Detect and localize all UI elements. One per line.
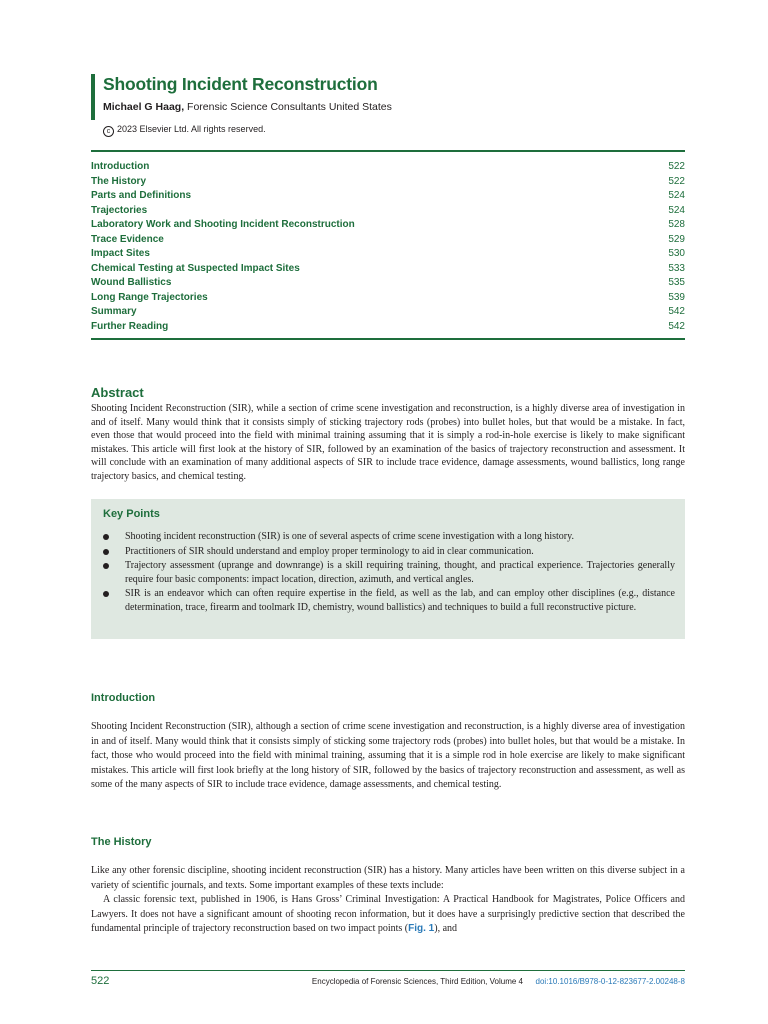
article-title: Shooting Incident Reconstruction [103,74,378,94]
key-points-box [91,499,685,639]
list-item: Trajectory assessment (uprange and downrange) is a skill requiring training, thought, and practical experience. Trajectories generally require four basic components: impact location, direction, azimuth, and vertical angles. [103,559,675,586]
toc-item[interactable]: The History 522 [91,175,685,190]
abstract-text: Shooting Incident Reconstruction (SIR), while a section of crime scene investigation and reconstruction, is a highly diverse area of investigation in and of itself. Many would think that it consists simply of sticking trajectory rods (probes) into bullet holes, but that would be a mistake. In fact, even those that would proceed into the field with minimal training assuming that it is simply a rod-in-hole exercise is likely to make significant mistakes. This article will first look at the history of SIR, followed by an examination of the basics of trajectory reconstruction and assessment. It will conclude with an examination of many additional aspects of SIR to include trace evidence, damage assessments, wound ballistics, long range trajectory basics, and chemical testing. [91,403,685,482]
bullet-icon [103,591,109,597]
toc-page: 535 [668,277,685,288]
list-item: SIR is an endeavor which can often require expertise in the field, as well as the lab, and can employ other disciplines (e.g., distance determination, trace, firearm and toolmark ID, chemistry, wound ballistics) and techniques to build a full reconstructive picture. [103,587,675,614]
toc-item[interactable]: Trajectories 524 [91,204,685,219]
toc-page: 524 [668,190,685,201]
toc-item[interactable]: Long Range Trajectories 539 [91,291,685,306]
toc-page: 522 [668,161,685,172]
bullet-icon [103,534,109,540]
bullet-icon [103,563,109,569]
toc-item[interactable]: Laboratory Work and Shooting Incident Reconstruction 528 [91,218,685,233]
author-affiliation: Forensic Science Consultants United States [184,101,392,113]
toc-item[interactable]: Parts and Definitions 524 [91,189,685,204]
list-item: Shooting incident reconstruction (SIR) is one of several aspects of crime scene investigation with a long history. [103,530,675,544]
toc-page: 533 [668,262,685,274]
page-number: 522 [91,975,110,987]
copyright-notice [103,124,266,137]
toc-page: 522 [668,175,685,187]
history-text [91,864,685,937]
key-points-list [103,530,675,615]
doi-link[interactable]: doi:10.1016/B978-0-12-823677-2.00248-8 [535,977,685,986]
toc-page: 542 [668,306,685,317]
toc-page: 529 [668,233,685,245]
toc-page: 539 [668,291,685,303]
toc-item[interactable]: Trace Evidence 529 [91,233,685,248]
author-line [103,100,392,114]
key-points-heading: Key Points [103,508,160,520]
table-of-contents [91,150,685,340]
toc-page: 524 [668,204,685,216]
history-paragraph-2: A classic forensic text, published in 1906, is Hans Gross’ Criminal Investigation: A Practical Handbook for Magistrates, Police Officers and Lawyers. It does not have a significant amount of shooting recon information, but it does have a surprisingly predictive section that described the fundamental principle of trajectory reconstruction based on two impact points (Fig. 1), and [91,894,685,934]
toc-page: 528 [668,219,685,230]
toc-item[interactable]: Summary 542 [91,305,685,320]
introduction-paragraph: Shooting Incident Reconstruction (SIR), although a section of crime scene investigation and reconstruction, is a highly diverse area of investigation in and of itself. Many would think that it consists simply of sticking some trajectory rods (probes) into bullet holes, but that would be a mistake. In fact, those who would proceed into the field with minimal training, assuming that it is a simple rod in hole exercise are likely to make significant mistakes. This article will first look briefly at the long history of SIR, followed by the basics of trajectory reconstruction and assessment, as well as some of the many aspects of SIR to include trace evidence, damage assessments, and chemical testing. [91,721,685,790]
abstract-heading: Abstract [91,385,144,400]
toc-item[interactable]: Impact Sites 530 [91,247,685,262]
author-name: Michael G Haag, [103,101,185,113]
history-paragraph-1: Like any other forensic discipline, shooting incident reconstruction (SIR) has a history. Many articles have been written on this diverse subject in a variety of scientific journals, and texts. Some important examples of these texts include: [91,865,685,891]
bullet-icon [103,549,109,555]
introduction-heading: Introduction [91,692,156,704]
introduction-text [91,720,685,793]
history-heading: The History [91,836,152,848]
figure-1-link[interactable]: Fig. 1 [408,923,435,934]
toc-page: 530 [668,248,685,259]
toc-item[interactable]: Further Reading 542 [91,320,685,335]
toc-page: 542 [668,320,685,332]
toc-item[interactable]: Introduction 522 [91,160,685,175]
list-item: Practitioners of SIR should understand and employ proper terminology to aid in clear communication. [103,545,675,559]
toc-item[interactable]: Wound Ballistics 535 [91,276,685,291]
toc-item[interactable]: Chemical Testing at Suspected Impact Sites 533 [91,262,685,277]
page-footer [91,970,685,987]
copyright-text: 2023 Elsevier Ltd. All rights reserved. [117,124,266,134]
journal-citation: Encyclopedia of Forensic Sciences, Third Edition, Volume 4 [311,977,523,986]
copyright-icon: c [103,126,114,137]
article-header [91,74,392,120]
